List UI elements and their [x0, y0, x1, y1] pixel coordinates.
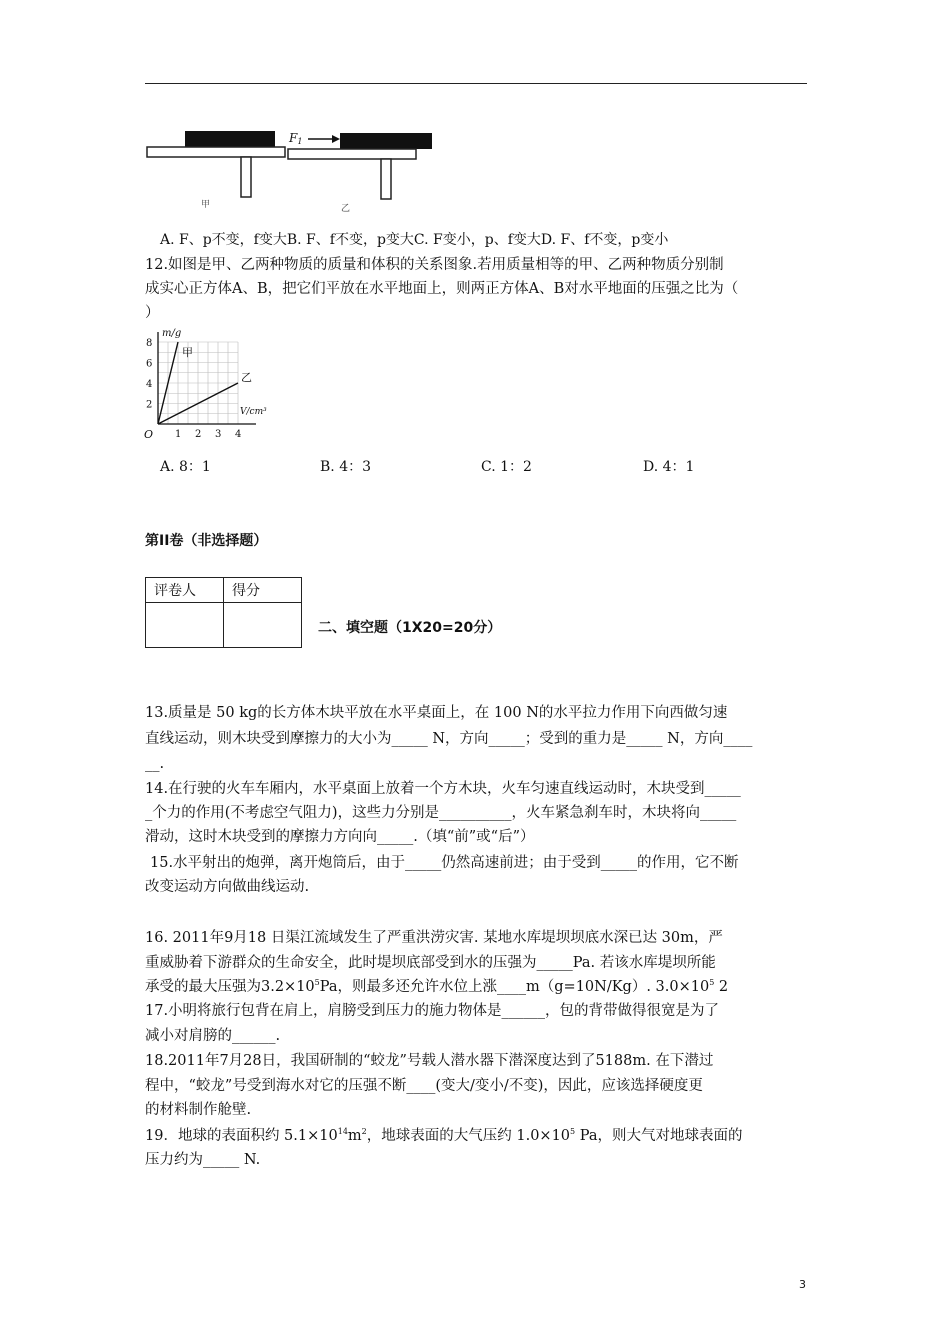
q15-line2: 改变运动方向做曲线运动. [145, 879, 310, 895]
block-jia [185, 131, 275, 147]
q12-option-c: C. 1：2 [481, 459, 532, 475]
q12-line2: 成实心正方体A、B，把它们平放在水平地面上，则两正方体A、B对水平地面的压强之比为（ [145, 281, 739, 297]
score-table [145, 577, 302, 648]
force-arrowhead-icon [332, 135, 340, 143]
q12-option-d: D. 4：1 [643, 459, 695, 475]
mass-volume-chart [140, 326, 290, 444]
section2-title: 第II卷（非选择题） [145, 533, 268, 549]
q19-line2: 压力约为_____ N. [145, 1152, 261, 1168]
q17-line2: 减小对肩膀的______. [145, 1028, 281, 1044]
q13-line2: 直线运动，则木块受到摩擦力的大小为_____ N，方向_____；受到的重力是_____ N，方向____ [145, 731, 753, 747]
header-rule [145, 83, 807, 84]
table-leg-jia [241, 157, 251, 197]
chart-x-axis-label: V/cm³ [240, 407, 267, 417]
table-top-yi [288, 149, 416, 159]
q12-option-b: B. 4：3 [320, 459, 372, 475]
q14-line3: 滑动，这时木块受到的摩擦力方向向_____.（填“前”或“后”） [145, 829, 535, 845]
block-yi [340, 133, 432, 149]
q18-line3: 的材料制作舱壁. [145, 1102, 252, 1118]
score-table-score-cell [224, 603, 302, 648]
score-table-header-score: 得分 [224, 578, 302, 603]
q13-line3: __. [145, 756, 165, 772]
q17-line1: 17.小明将旅行包背在肩上，肩膀受到压力的施力物体是______，包的背带做得很宽是为了 [145, 1003, 720, 1019]
chart-origin-label: O [144, 428, 154, 441]
chart-x-tick-label: 4 [235, 429, 242, 440]
q12-option-a: A. 8：1 [160, 459, 211, 475]
label-force: F1 [289, 131, 303, 146]
q15-line1: 15.水平射出的炮弹，离开炮筒后，由于_____仍然高速前进；由于受到_____的作用，它不断 [150, 855, 739, 871]
chart-y-tick-label: 8 [146, 338, 153, 349]
table-top-jia [147, 147, 285, 157]
q16-line3: 承受的最大压强为$3.2\times 10^5Pa$，则最多还允许水位上涨____m（g=10N/Kg）. $3.0\times 10^5$ 2 [145, 978, 729, 995]
label-jia: 甲 [201, 200, 211, 210]
q16-line2: 重威胁着下游群众的生命安全，此时堤坝底部受到水的压强为_____Pa. 若该水库堤坝所能 [145, 955, 716, 971]
chart-x-tick-label: 1 [175, 429, 182, 440]
chart-series-label-1: 甲 [182, 346, 193, 359]
q12-line3: ） [145, 305, 160, 321]
section2-heading: 二、填空题（1X20=20分） [318, 620, 502, 636]
chart-y-axis-label: m/g [162, 328, 182, 339]
label-yi: 乙 [341, 204, 351, 214]
q19-line1: 19．地球的表面积约 $5.1\times 10^{14}m^2$，地球表面的大气压约 $1.0\times 10^5$ Pa，则大气对地球表面的 [145, 1127, 743, 1144]
chart-y-tick-label: 6 [146, 358, 153, 370]
q18-line2: 程中，“蛟龙”号受到海水对它的压强不断____(变大/变小/不变)，因此，应该选择硬度更 [145, 1078, 703, 1094]
q16-line1: 16. 2011年9月18 日渠江流域发生了严重洪涝灾害. 某地水库堤坝坝底水深已达 30m，严 [145, 930, 723, 946]
chart-series-label-2: 乙 [241, 371, 252, 384]
score-table-grader-cell [146, 603, 224, 648]
q11-options: A. F、p不变，f变大B. F、f不变，p变大C. F变小，p、f变大D. F、f不变，p变小 [160, 232, 669, 248]
score-table-header-grader: 评卷人 [146, 578, 224, 603]
q13-line1: 13.质量是 50 kg的长方体木块平放在水平桌面上，在 100 N的水平拉力作用下向西做匀速 [145, 705, 728, 721]
q11-figure [145, 125, 440, 215]
table-leg-yi [381, 159, 391, 199]
q14-line1: 14.在行驶的火车车厢内，水平桌面上放着一个方木块，火车匀速直线运动时，木块受到_____ [145, 781, 741, 797]
q12-line1: 12.如图是甲、乙两种物质的质量和体积的关系图象.若用质量相等的甲、乙两种物质分别制 [145, 257, 724, 273]
q14-line2: _个力的作用(不考虑空气阻力)，这些力分别是__________，火车紧急刹车时，木块将向_____ [145, 805, 737, 821]
q18-line1: 18.2011年7月28日，我国研制的“蛟龙”号载人潜水器下潜深度达到了5188m. 在下潜过 [145, 1053, 714, 1069]
chart-x-tick-label: 2 [195, 429, 202, 440]
page-number: 3 [799, 1278, 806, 1291]
chart-y-tick-label: 4 [146, 379, 153, 390]
chart-x-tick-label: 3 [215, 429, 222, 440]
chart-y-tick-label: 2 [146, 399, 153, 411]
